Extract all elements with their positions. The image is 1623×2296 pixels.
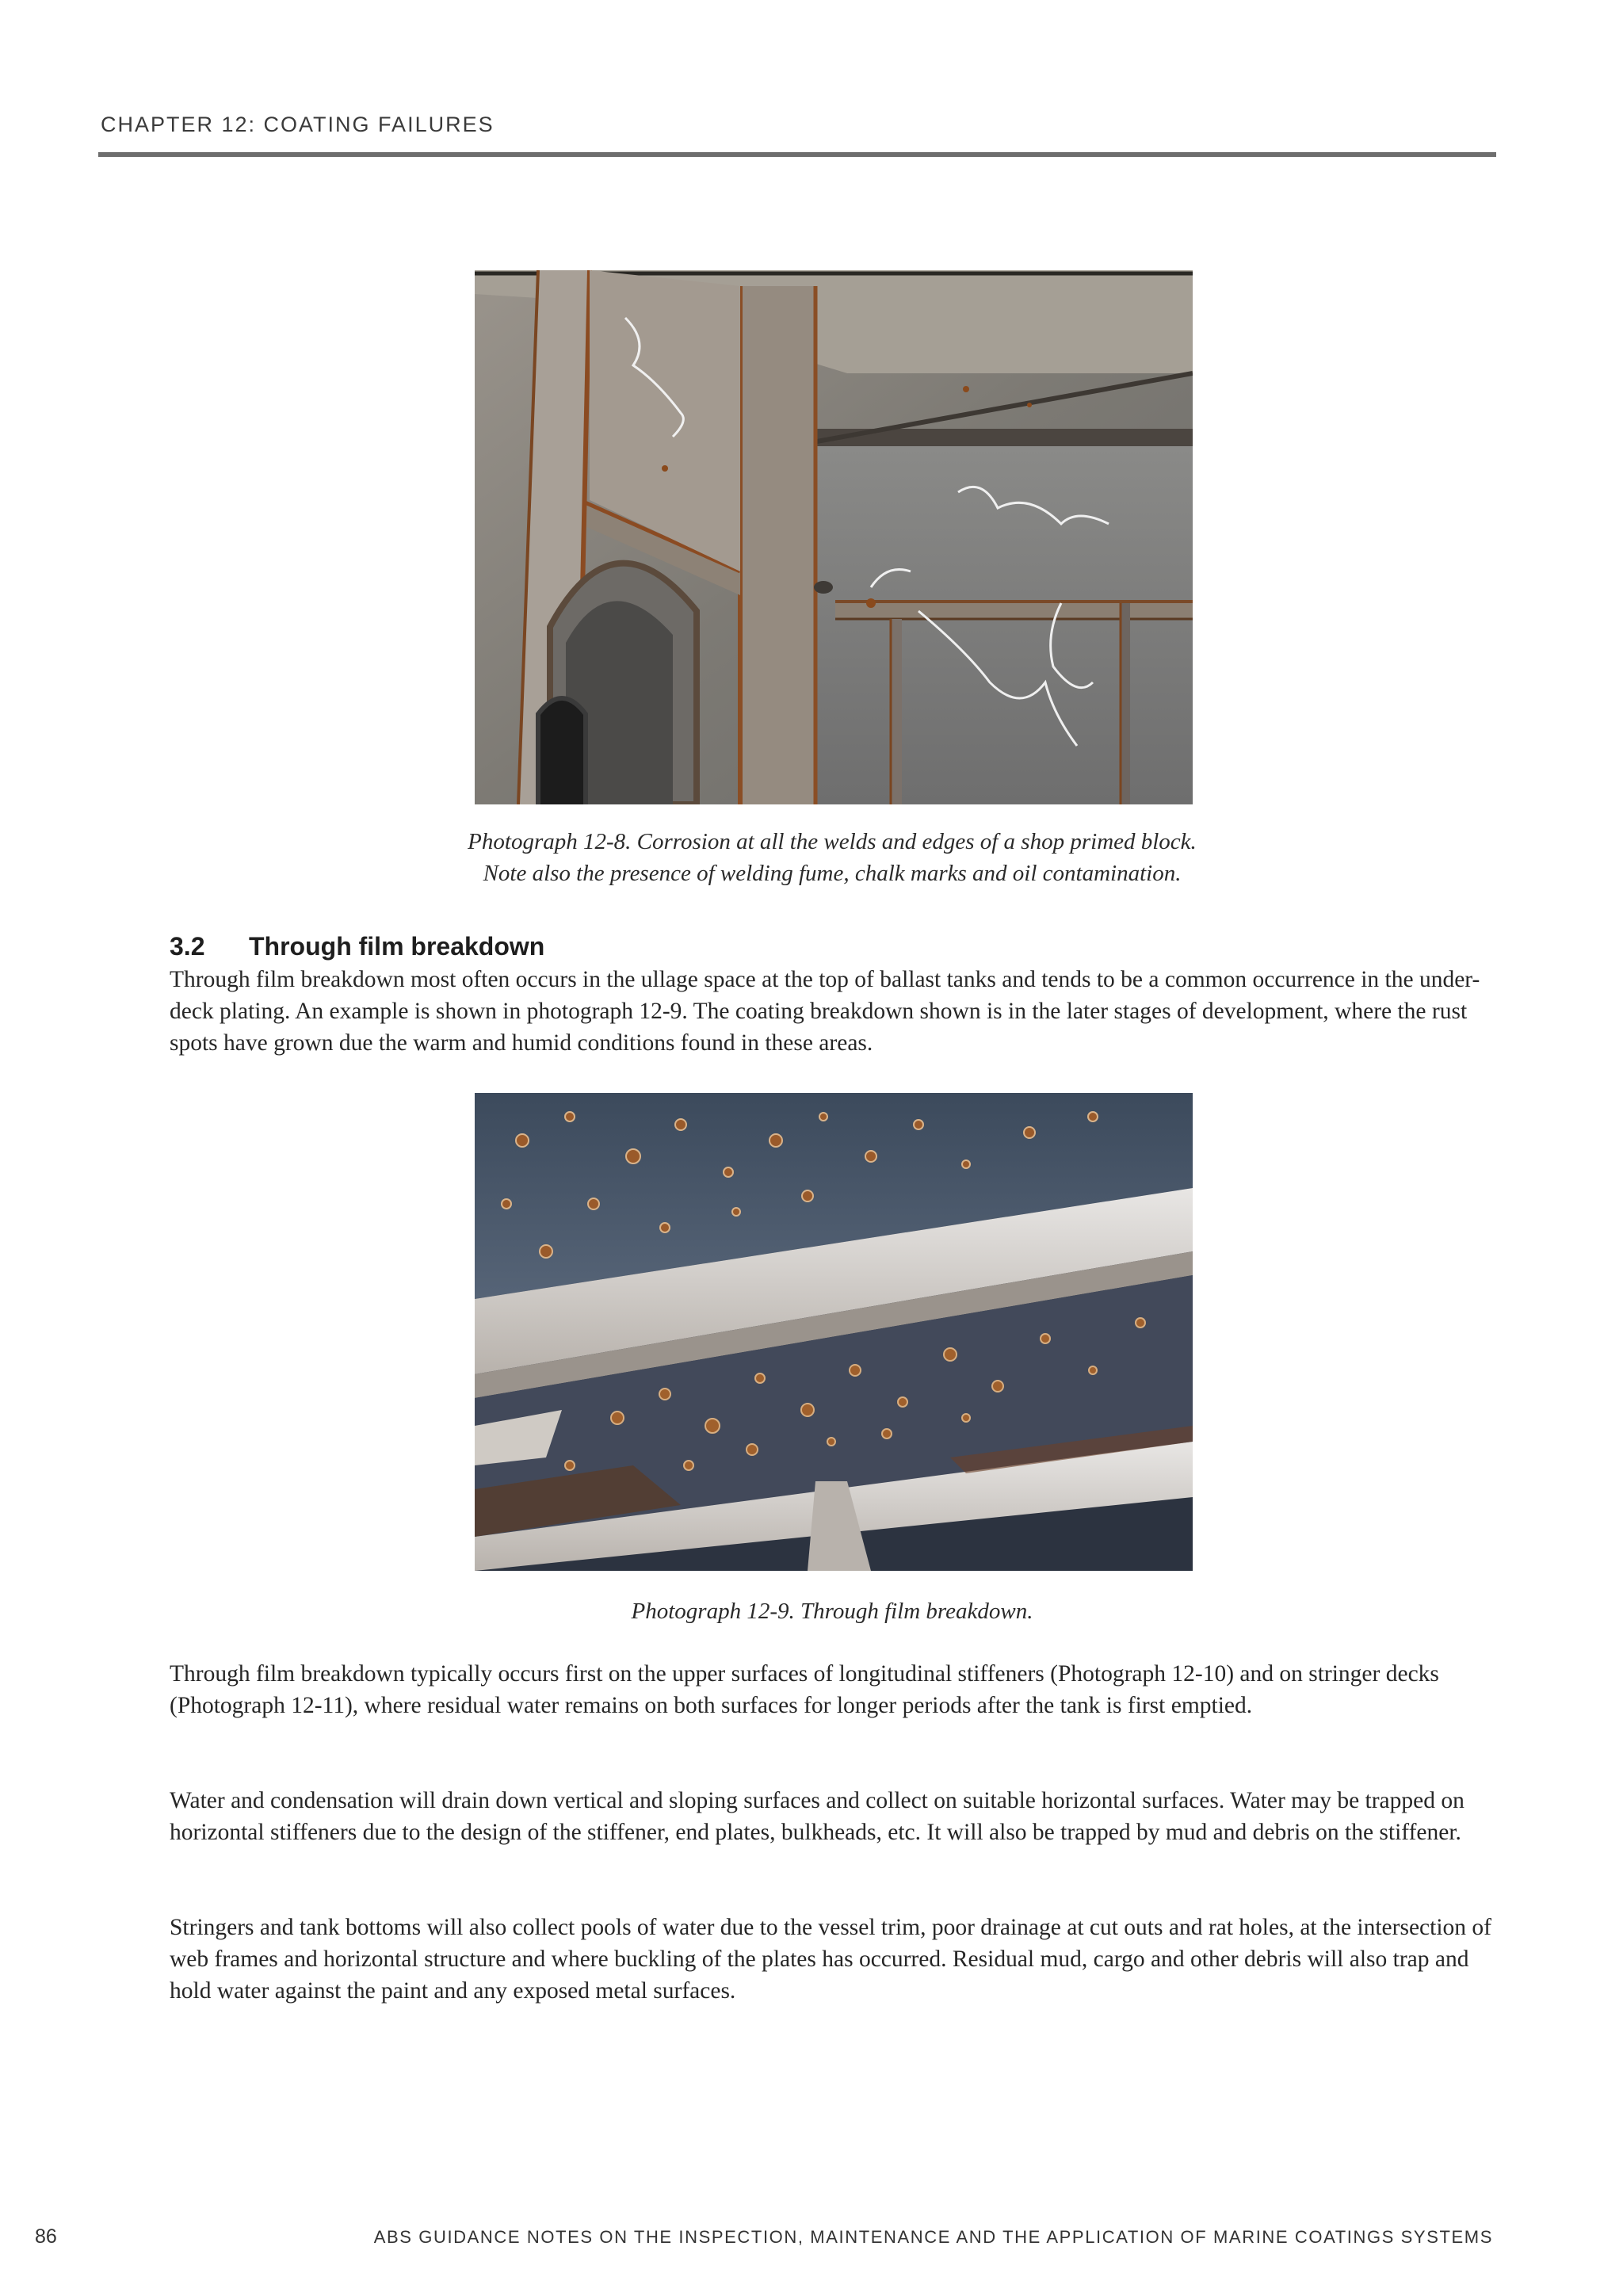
photograph-12-9 [475,1093,1193,1571]
photo-caption-12-9: Photograph 12-9. Through film breakdown. [631,1599,1033,1624]
section-intro-paragraph: Through film breakdown most often occurs in the ullage space at the top of ballast tanks and tends to be a common occurrence in the under-deck plating. An example is shown in photograph 12-9. The coating breakdown shown is in the later stages of development, where the rust spots have grown due the warm and humid conditions found in these areas. [170,967,1480,1056]
photograph-12-8 [475,270,1193,804]
section-title: Through film breakdown [249,932,545,961]
body-paragraph: Water and condensation will drain down vertical and sloping surfaces and collect on suitable horizontal surfaces. Water may be trapped on horizontal stiffeners due to the design of the stiffener, end plates, bulkheads, etc. It will also be trapped by mud and debris on the stiffener. [170,1788,1465,1845]
body-paragraph: Stringers and tank bottoms will also collect pools of water due to the vessel trim, poor drainage at cut outs and rat holes, at the intersection of web frames and horizontal structure and where buckling of the plates has occurred. Residual mud, cargo and other debris will also trap and hold water against the paint and any exposed metal surfaces. [170,1915,1491,2004]
photo-caption-12-8-line1: Photograph 12-8. Corrosion at all the welds and edges of a shop primed block. [468,829,1197,854]
rust-spots-photo [475,1093,1193,1571]
section-number: 3.2 [170,932,205,961]
photo-caption-12-8-line2: Note also the presence of welding fume, chalk marks and oil contamination. [483,861,1182,886]
body-paragraph: Through film breakdown typically occurs first on the upper surfaces of longitudinal stiffeners (Photograph 12-10) and on stringer decks (Photograph 12-11), where residual water remains on both surfaces for longer periods after the tank is first emptied. [170,1661,1439,1718]
page-number: 86 [35,2225,57,2248]
tank-interior-photo [475,270,1193,804]
chapter-header: CHAPTER 12: COATING FAILURES [101,113,495,136]
header-rule [98,152,1496,157]
footer-publication-title: ABS GUIDANCE NOTES ON THE INSPECTION, MAINTENANCE AND THE APPLICATION OF MARINE COATINGS SYSTEMS [373,2227,1493,2247]
section-heading [170,932,544,961]
